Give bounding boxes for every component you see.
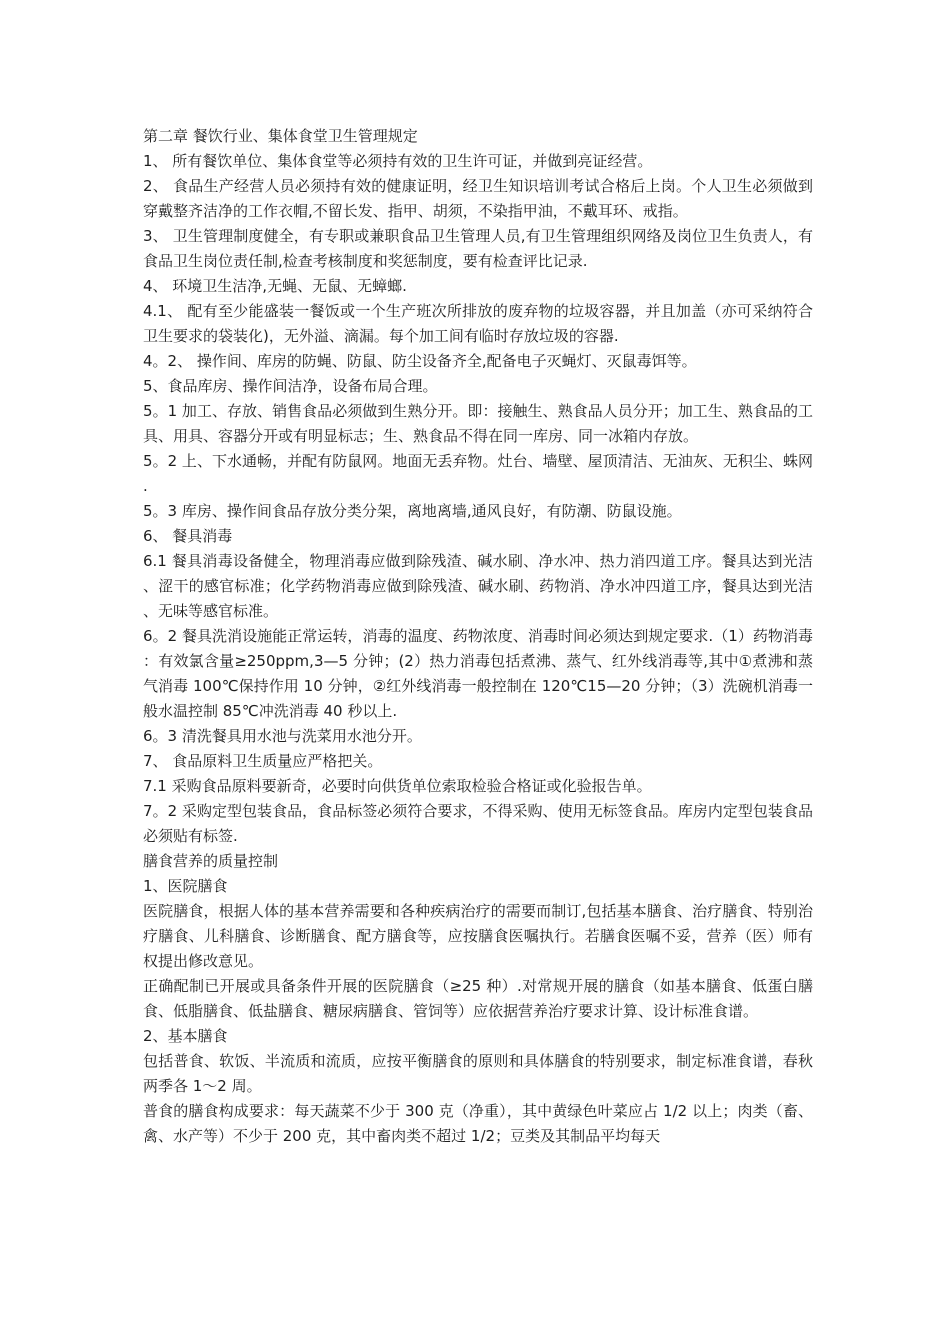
chapter-title: 第二章 餐饮行业、集体食堂卫生管理规定 — [143, 127, 418, 145]
paragraph: 2、 食品生产经营人员必须持有效的健康证明，经卫生知识培训考试合格后上岗。个人卫生必须做到穿戴整齐洁净的工作衣帽,不留长发、指甲、胡须，不染指甲油，不戴耳环、戒指。 — [143, 177, 813, 220]
paragraph: 4.1、 配有至少能盛装一餐饭或一个生产班次所排放的废弃物的垃圾容器，并且加盖（亦可采纳符合卫生要求的袋装化)，无外溢、滴漏。每个加工间有临时存放垃圾的容器. — [143, 302, 813, 345]
paragraph: 医院膳食，根据人体的基本营养需要和各种疾病治疗的需要而制订,包括基本膳食、治疗膳食、特别治疗膳食、儿科膳食、诊断膳食、配方膳食等，应按膳食医嘱执行。若膳食医嘱不妥，营养（医）师有权提出修改意见。 — [143, 902, 813, 970]
paragraph: 5。3 库房、操作间食品存放分类分架，离地离墙,通风良好，有防潮、防鼠设施。 — [143, 502, 682, 520]
paragraph: 5。2 上、下水通畅，并配有防鼠网。地面无丢弃物。灶台、墙壁、屋顶清洁、无油灰、无积尘、蛛网. — [143, 452, 813, 495]
paragraph: 4。2、 操作间、库房的防蝇、防鼠、防尘设备齐全,配备电子灭蝇灯、灭鼠毒饵等。 — [143, 352, 697, 370]
section-heading: 2、基本膳食 — [143, 1027, 228, 1045]
paragraph: 7、 食品原料卫生质量应严格把关。 — [143, 752, 383, 770]
paragraph: 1、 所有餐饮单位、集体食堂等必须持有效的卫生许可证，并做到亮证经营。 — [143, 152, 653, 170]
section-heading: 1、医院膳食 — [143, 877, 228, 895]
section-heading: 膳食营养的质量控制 — [143, 852, 279, 870]
paragraph: 4、 环境卫生洁净,无蝇、无鼠、无蟑螂. — [143, 277, 407, 295]
paragraph: 7。2 采购定型包装食品，食品标签必须符合要求，不得采购、使用无标签食品。库房内定型包装食品必须贴有标签. — [143, 802, 813, 845]
paragraph: 3、 卫生管理制度健全，有专职或兼职食品卫生管理人员,有卫生管理组织网络及岗位卫生负责人，有食品卫生岗位责任制,检查考核制度和奖惩制度，要有检查评比记录. — [143, 227, 813, 270]
paragraph: 6.1 餐具消毒设备健全，物理消毒应做到除残渣、碱水刷、净水冲、热力消四道工序。餐具达到光洁、涩干的感官标准；化学药物消毒应做到除残渣、碱水刷、药物消、净水冲四道工序，餐具达到光洁、无味等感官标准。 — [143, 552, 813, 620]
document-body — [143, 124, 813, 1149]
section-heading: 6、 餐具消毒 — [143, 527, 233, 545]
paragraph: 包括普食、软饭、半流质和流质，应按平衡膳食的原则和具体膳食的特别要求，制定标准食谱，春秋两季各 1～2 周。 — [143, 1052, 813, 1095]
paragraph: 5。1 加工、存放、销售食品必须做到生熟分开。即：接触生、熟食品人员分开；加工生、熟食品的工具、用具、容器分开或有明显标志；生、熟食品不得在同一库房、同一冰箱内存放。 — [143, 402, 813, 445]
paragraph: 7.1 采购食品原料要新奇，必要时向供货单位索取检验合格证或化验报告单。 — [143, 777, 652, 795]
paragraph: 6。2 餐具洗消设施能正常运转，消毒的温度、药物浓度、消毒时间必须达到规定要求.（1）药物消毒：有效氯含量≥250ppm,3—5 分钟；(2）热力消毒包括煮沸、蒸气、红外线消毒等,其中①煮沸和蒸气消毒 100℃保持作用 10 分钟，②红外线消毒一般控制在 120℃15—20 分钟；（3）洗碗机消毒一般水温控制 85℃冲洗消毒 40 秒以上. — [143, 627, 813, 720]
paragraph: 正确配制已开展或具备条件开展的医院膳食（≥25 种）.对常规开展的膳食（如基本膳食、低蛋白膳食、低脂膳食、低盐膳食、糖尿病膳食、管饲等）应依据营养治疗要求计算、设计标准食谱。 — [143, 977, 813, 1020]
paragraph: 6。3 清洗餐具用水池与洗菜用水池分开。 — [143, 727, 422, 745]
paragraph: 5、食品库房、操作间洁净，设备布局合理。 — [143, 377, 438, 395]
paragraph: 普食的膳食构成要求：每天蔬菜不少于 300 克（净重），其中黄绿色叶菜应占 1/2 以上；肉类（畜、禽、水产等）不少于 200 克，其中畜肉类不超过 1/2；豆类及其制品平均每天 — [143, 1102, 813, 1145]
